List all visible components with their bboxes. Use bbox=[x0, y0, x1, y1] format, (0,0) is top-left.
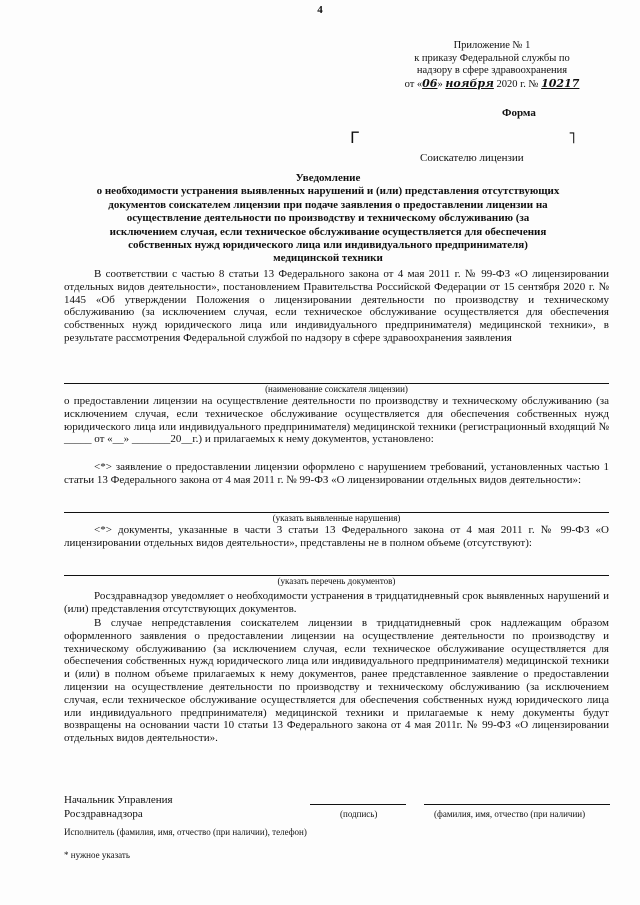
caption-violations: (указать выявленные нарушения) bbox=[272, 513, 401, 523]
paragraph-legal-basis: В соответствии с частью 8 статьи 13 Федерального закона от 4 мая 2011 г. № 99-ФЗ «О лицензировании отдельных видов деятельности», постановлением Правительства Российской Федерации от 15 сентября 2020 г. № 1445 «Об утверждении Положения о лицензировании деятельности по производству и техническому обслуживанию (за исключением случая, если техническое обслуживание осуществляется для обеспечения собственных нужд юридического лица или индивидуального предпринимателя) медицинской техники», в результате рассмотрения Федеральной службой по надзору в сфере здравоохранения заявления bbox=[64, 268, 609, 344]
recipient-label: Соискателю лицензии bbox=[420, 152, 524, 164]
caption-signature: (подпись) bbox=[340, 809, 378, 819]
appendix-line-2: к приказу Федеральной службы по bbox=[414, 52, 570, 64]
footnote: * нужное указать bbox=[64, 850, 130, 860]
paragraph-documents: <*> документы, указанные в части 3 статьи 13 Федерального закона от 4 мая 2011 г. № 99-ФЗ «О лицензировании отдельных видов деятельности», представлены не в полном объеме (отсутствуют): bbox=[64, 524, 609, 549]
document-title bbox=[60, 172, 596, 266]
date-mid: » bbox=[437, 78, 443, 90]
paragraph-violations: <*> заявление о предоставлении лицензии оформлено с нарушением требований, установленных частью 1 статьи 13 Федерального закона от 4 мая 2011 г. № 99-ФЗ «О лицензировании отдельных видов деятельности»: bbox=[64, 461, 609, 486]
handwritten-month: ноября bbox=[445, 76, 494, 90]
title-line-1: о необходимости устранения выявленных нарушений и (или) представления отсутствующих bbox=[96, 185, 560, 198]
signature-line bbox=[310, 804, 406, 805]
paragraph-notification: Росздравнадзор уведомляет о необходимости устранения в тридцатидневный срок выявленных нарушений и (или) представления отсутствующих документов. bbox=[64, 590, 609, 615]
title-line-4: исключением случая, если техническое обслуживание осуществляется для обеспечения bbox=[109, 225, 547, 238]
appendix-line-3: надзору в сфере здравоохранения bbox=[416, 65, 568, 76]
signatory-line-1: Начальник Управления bbox=[64, 794, 173, 806]
corner-bracket-left: Г bbox=[350, 128, 360, 147]
handwritten-day: 06 bbox=[422, 76, 438, 90]
paragraph-application: о предоставлении лицензии на осуществление деятельности по производству и техническому обслуживанию (за исключением случая, если техническое обслуживание осуществляется для обеспечения собственных нужд юридического лица или индивидуального предпринимателя) медицинской техники (регистрационный входящий № _____ от «__» _______20__г.) и прилагаемых к нему документов, установлено: bbox=[64, 395, 609, 446]
handwritten-number: 10217 bbox=[541, 76, 580, 90]
date-prefix: от « bbox=[404, 78, 423, 90]
appendix-date-line bbox=[392, 78, 592, 92]
title-line-3: осуществление деятельности по производству и техническому обслуживанию (за bbox=[126, 212, 530, 225]
title-line-2: документов соискателем лицензии при подаче заявления о предоставлении лицензии на bbox=[108, 198, 548, 211]
corner-bracket-right: ˥ bbox=[568, 128, 576, 147]
full-name-line bbox=[424, 804, 610, 805]
title-heading: Уведомление bbox=[295, 172, 361, 184]
executor-label: Исполнитель (фамилия, имя, отчество (при наличии), телефон) bbox=[64, 827, 307, 837]
date-year: 2020 г. № bbox=[496, 78, 539, 90]
page-number: 4 bbox=[317, 4, 323, 16]
form-label: Форма bbox=[502, 107, 536, 119]
signatory-title bbox=[64, 793, 173, 821]
paragraph-return-conditions: В случае непредставления соискателем лицензии в тридцатидневный срок надлежащим образом оформленного заявления о предоставлении лицензии на осуществление деятельности по производству и техническому обслуживанию (за исключением случая, если техническое обслуживание осуществляется для обеспечения собственных нужд юридического лица или индивидуального предпринимателя) медицинской техники и (или) в полном объеме прилагаемых к нему документов, ранее представленное заявление о предоставлении лицензии на осуществление деятельности по производству и техническому обслуживанию (за исключением случая, если техническое обслуживание осуществляется для обеспечения собственных нужд юридического лица или индивидуального предпринимателя) медицинской техники и прилагаемые к нему документы будут возвращены на основании части 10 статьи 13 Федерального закона от 4 мая 2011г. № 99-ФЗ «О лицензировании отдельных видов деятельности». bbox=[64, 617, 609, 745]
title-line-5: собственных нужд юридического лица или индивидуального предпринимателя) bbox=[128, 239, 528, 252]
caption-full-name: (фамилия, имя, отчество (при наличии) bbox=[434, 809, 586, 819]
appendix-header bbox=[392, 40, 592, 91]
title-line-6: медицинской техники bbox=[273, 252, 383, 265]
signatory-line-2: Росздравнадзора bbox=[64, 808, 143, 820]
caption-documents: (указать перечень документов) bbox=[277, 576, 396, 586]
appendix-line-1: Приложение № 1 bbox=[453, 40, 531, 51]
caption-applicant-name: (наименование соискателя лицензии) bbox=[265, 384, 408, 394]
